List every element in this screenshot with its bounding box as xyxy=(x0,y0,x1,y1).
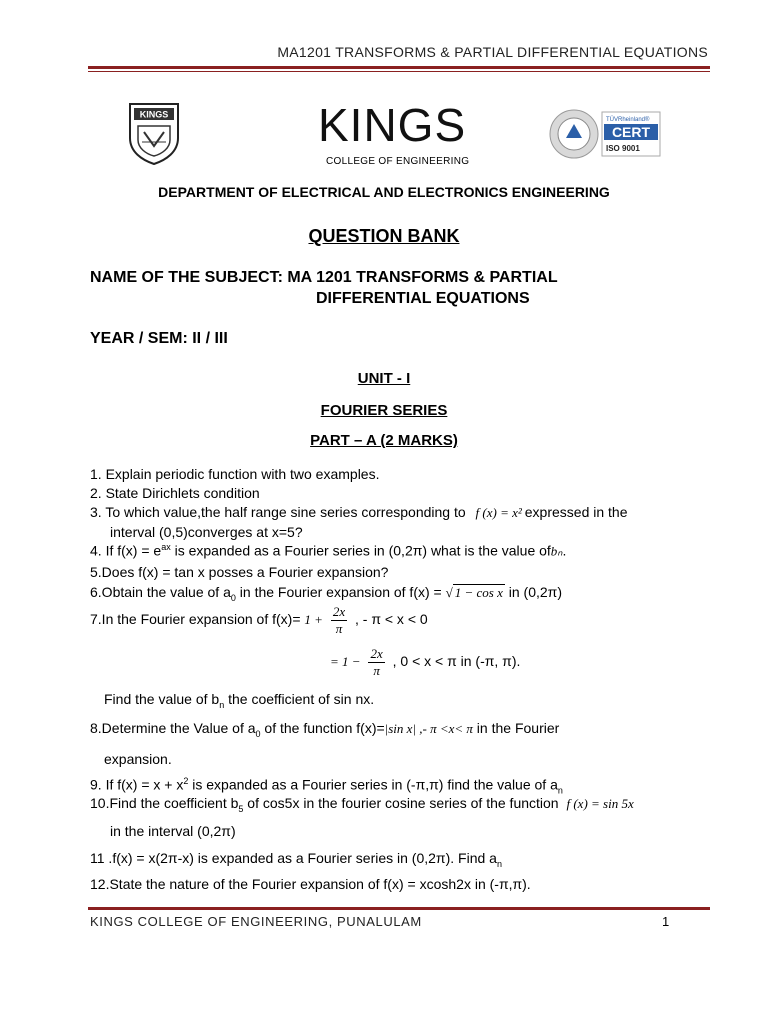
question-8: 8.Determine the Value of $a_0$ of the function f(x)=|sin x| ,- π <x< π in the Fourier xyxy=(90,720,560,739)
question-7-case-2: = 1 − $\frac{2x}{\pi}$ , 0 < x < π in (-π, π). xyxy=(330,646,521,678)
part-heading: PART – A (2 MARKS) xyxy=(310,432,458,449)
math-fx-x2: f (x) = x² xyxy=(475,505,522,520)
subject-line-2: DIFFERENTIAL EQUATIONS xyxy=(316,290,530,307)
question-4: 4. If $f(x) = e^{ax}$ is expanded as a Fourier series in (0,2π) what is the value ofbₙ. xyxy=(90,542,567,559)
question-1: 1. Explain periodic function with two examples. xyxy=(90,466,380,482)
math-fx-sin5x: f (x) = sin 5x xyxy=(566,796,634,811)
topic-heading: FOURIER SERIES xyxy=(320,402,448,419)
question-12: 12.State the nature of the Fourier expansion of f(x) = xcosh2x in (-π,π). xyxy=(90,876,531,892)
brand-subtitle: COLLEGE OF ENGINEERING xyxy=(326,156,470,167)
question-5: 5.Does f(x) = tan x posses a Fourier expansion? xyxy=(90,564,389,580)
math-sqrt-1-cosx: √ 1 − cos x xyxy=(445,585,503,600)
brand-name: KINGS xyxy=(318,99,467,151)
question-3: 3. To which value,the half range sine series corresponding to f (x) = x² expressed in the xyxy=(90,504,628,520)
question-9: 9. If $f(x) = x + x^2$ is expanded as a Fourier series in (-π,π) find the value of $a_n$ xyxy=(90,776,563,796)
page-number: 1 xyxy=(662,914,670,929)
question-6: 6.Obtain the value of $a_0$ in the Fourier expansion of f(x) = √ 1 − cos x in (0,2π) xyxy=(90,584,562,603)
question-10-cont: in the interval (0,2π) xyxy=(110,823,236,839)
math-bn: bₙ xyxy=(550,543,563,559)
unit-heading: UNIT - I xyxy=(357,370,411,387)
footer-college: KINGS COLLEGE OF ENGINEERING, PUNALULAM xyxy=(90,914,422,929)
question-2: 2. State Dirichlets condition xyxy=(90,485,260,501)
math-abs-sinx: |sin x| xyxy=(384,721,416,736)
question-10: 10.Find the coefficient $b_5$ of cos5x in the fourier cosine series of the function f (x) = sin 5x xyxy=(90,795,634,814)
question-7: 7.In the Fourier expansion of f(x)= 1 + $\frac{2x}{\pi}$ , - π < x < 0 xyxy=(90,604,428,636)
question-3-cont: interval (0,5)converges at x=5? xyxy=(110,524,303,540)
cert-title: CERT xyxy=(611,124,651,140)
department-heading: DEPARTMENT OF ELECTRICAL AND ELECTRONICS ENGINEERING xyxy=(158,184,610,200)
crest-text: KINGS xyxy=(139,109,169,120)
cert-iso: ISO 9001 xyxy=(606,144,640,153)
header-rule xyxy=(88,66,710,69)
question-7-prompt: Find the value of $b_n$ the coefficient of sin nx. xyxy=(104,691,375,710)
question-8-cont: expansion. xyxy=(104,751,172,767)
subject-line-1: NAME OF THE SUBJECT: MA 1201 TRANSFORMS & PARTIAL xyxy=(90,269,558,286)
math-frac-2x-pi-2: $\frac{2x}{\pi}$ xyxy=(370,646,383,678)
college-crest-icon xyxy=(126,102,182,166)
question-11: 11 .f(x) = x(2π-x) is expanded as a Fourier series in (0,2π). Find $a_n$ xyxy=(90,850,502,869)
cert-brand: TÜVRheinland® xyxy=(606,117,650,123)
header-course-title: MA1201 TRANSFORMS & PARTIAL DIFFERENTIAL EQUATIONS xyxy=(277,44,708,60)
year-semester: YEAR / SEM: II / III xyxy=(90,330,228,347)
header-rule-thin xyxy=(88,71,710,72)
tuv-cert-icon xyxy=(548,108,664,160)
footer-rule xyxy=(88,907,710,910)
document-title: QUESTION BANK xyxy=(308,226,460,246)
math-frac-2x-pi: $\frac{2x}{\pi}$ xyxy=(332,604,346,636)
